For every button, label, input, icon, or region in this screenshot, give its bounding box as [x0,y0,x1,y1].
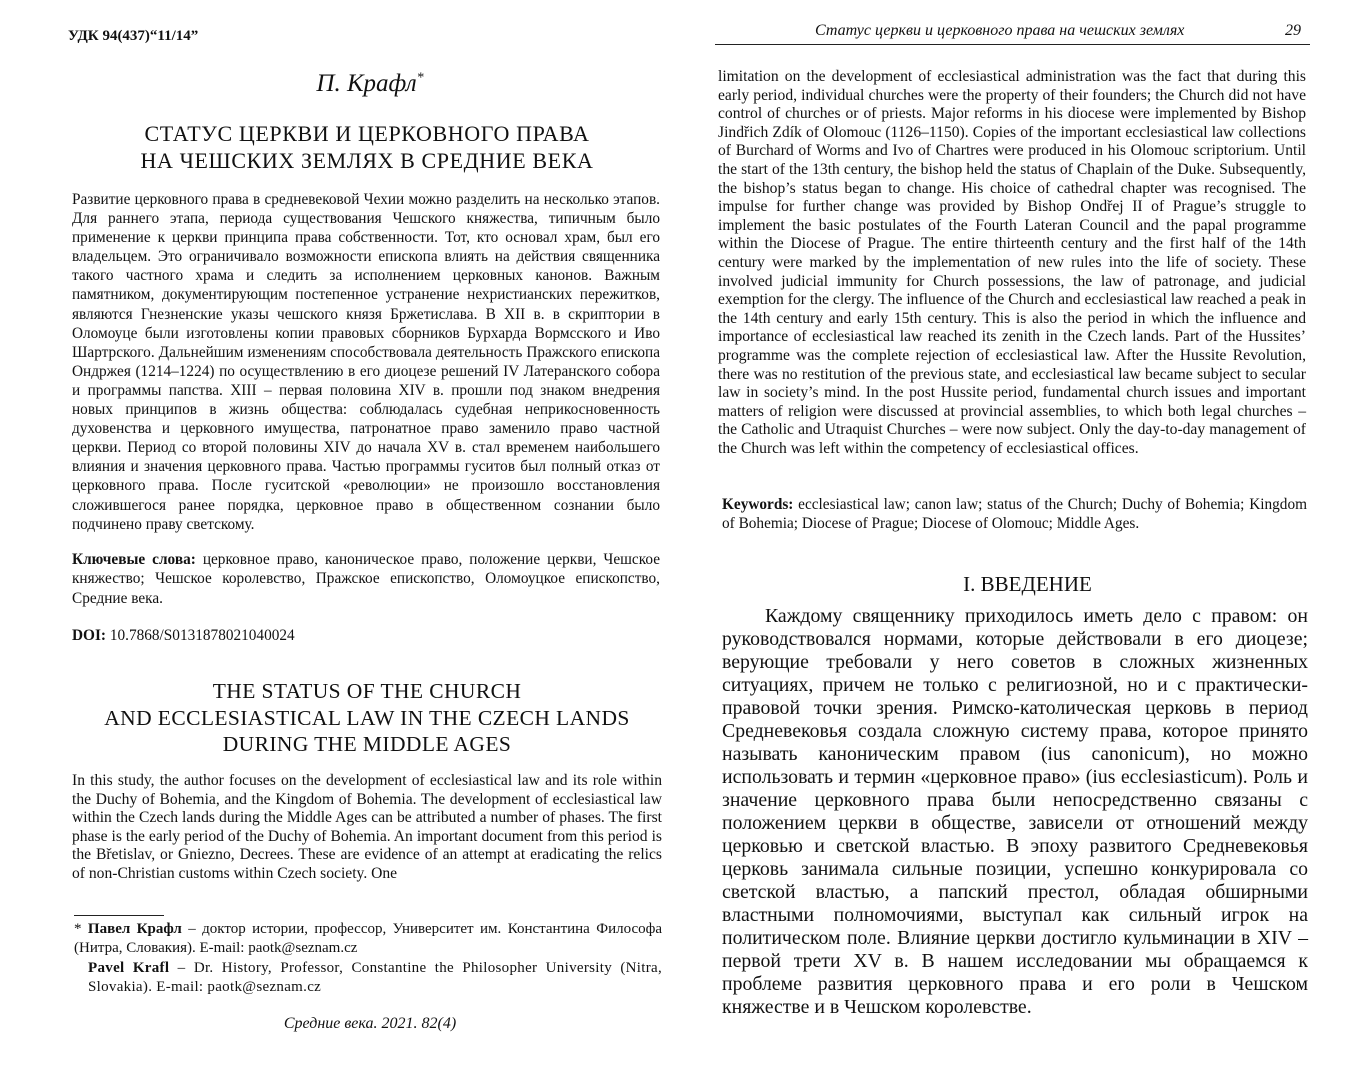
footnote-divider [74,915,164,916]
introduction-text: Каждому священнику приходилось иметь дело с правом: он руководствовался нормами, которые действовали в его диоцезе; верующие требовали у него советов в сложных жизненных ситуациях, причем не только с религиозной, но и с практически-правовой точки зрения. Римско-католическая церковь в период Средневековья создала сложную систему права, которое принято называть каноническим правом (ius canonicum), но можно использовать и термин «церковное право» (ius ecclesiasticum). Роль и значение церковного права были непосредственно связаны с положением церкви в обществе, зависели от отношений между церковью и светской властью. В эпоху развитого Средневековья церковь занимала сильные позиции, успешно конкурировала со светской властью, а папский престол, обладая обширными властными полномочиями, выступал как сильный игрок на политическом поле. Влияние церкви достигло кульминации в XIV – первой трети XV в. В нашем исследовании мы обращаемся к проблеме развития церковного права и его роли в Чешском княжестве и в Чешском королевстве. [722,605,1308,1018]
title-ru-line: СТАТУС ЦЕРКВИ И ЦЕРКОВНОГО ПРАВА [144,121,590,146]
doi-label: DOI: [72,627,106,644]
keywords-en [722,495,1307,533]
keywords-ru [72,550,660,608]
keywords-ru-label: Ключевые слова: [72,551,196,568]
section-heading: I. ВВЕДЕНИЕ [963,572,1092,596]
keywords-en-text: ecclesiastical law; canon law; status of the Church; Duchy of Bohemia; Kingdom of Bohemia; Diocese of Prague; Diocese of Olomouc; Middle Ages. [722,496,1307,532]
title-en-line: AND ECCLESIASTICAL LAW IN THE CZECH LANDS [104,705,630,730]
author-footnote-mark: * [416,70,424,86]
footnote-ru-name: Павел Крафл [87,921,182,937]
keywords-ru-text: церковное право, каноническое право, положение церкви, Чешское княжество; Чешское королевство, Пражское епископство, Оломоуцкое епископство, Средние века. [72,551,660,607]
right-page [685,0,1370,1080]
footnote [74,920,662,997]
title-en-line: DURING THE MIDDLE AGES [222,732,512,756]
title-en-line: THE STATUS OF THE CHURCH [212,679,522,703]
keywords-en-label: Keywords: [722,496,794,513]
introduction-paragraph [722,605,1308,1019]
author-name [0,70,740,98]
page-number: 29 [1285,22,1301,39]
article-title-en [72,678,662,758]
footnote-en-text: – Dr. History, Professor, Constantine the Philosopher University (Nitra, Slovakia). E-mail: paotk@seznam.cz [88,959,662,995]
abstract-ru: Развитие церковного права в средневековой Чехии можно разделить на несколько этапов. Для раннего этапа, периода существования Чешского княжества, типичным было применение к церкви принципа права собственности. Тот, кто основал храм, был его владельцем. Это ограничивало возможности епископа влиять на действия священника такого частного храма и следить за исполнением церковных канонов. Важным памятником, документирующим постепенное устранение нехристианских пережитков, являются Гнезненские указы чешского князя Бржетислава. В XII в. в скриптории в Оломоуце были изготовлены копии правовых сборников Бурхарда Вормсского и Иво Шартрского. Дальнейшим изменениям способствовала деятельность Пражского епископа Ондржея (1214–1224) по осуществлению в его диоцезе решений IV Латеранского собора и программы папства. XIII – первая половина XIV в. прошли под знаком внедрения новых принципов в жизнь общества: соблюдалась судебная неприкосновенность духовенства и церковного имущества, патронатное право заменило право частной церкви. Период со второй половины XIV до начала XV в. стал временем наибольшего влияния и значения церковного права. Частью программы гуситов был полный отказ от церковного права. После гуситской «революции» не произошло восстановления сложившегося ранее порядка, церковное право в общественном сознании было подчинено праву светскому. [72,191,660,533]
abstract-en-continued: limitation on the development of ecclesiastical administration was the fact that during this early period, individual churches were the property of their founders; the Church did not have control of churches or of priests. Major reforms in his diocese were implemented by Bishop Jindřich Zdík of Olomouc (1126–1150). Copies of the important ecclesiastical law collections of Burchard of Worms and Ivo of Chartres were produced in his Olomouc scriptorium. Until the start of the 13th century, the bishop held the status of Chaplain of the Duke. Subsequently, the bishop’s status began to change. His choice of cathedral chapter was recognised. The impulse for further change was provided by Bishop Ondřej II of Prague’s struggle to implement the basic postulates of the Fourth Lateran Council and the papal programme within the Diocese of Prague. The entire thirteenth century and the first half of the 14th century were marked by the implementation of new rules into the life of society. These involved judicial immunity for Church possessions, the law of patronage, and judicial exemption for the clergy. The influence of the Church and ecclesiastical law reached a peak in the 14th century and early 15th century. This is also the period in which the influence and importance of ecclesiastical law reached its zenith in the Czech lands. Part of the Hussites’ programme was the complete rejection of ecclesiastical law. After the Hussite Revolution, there was no restitution of the previous state, and ecclesiastical law became subject to secular law in society’s mind. In the post Hussite period, fundamental church issues and important matters of religion were discussed at provincial assemblies, to which both legal churches – the Catholic and Utraquist Churches – were now subject. Only the day-to-day management of the Church was left within the competency of ecclesiastical offices. [718,68,1306,457]
footnote-ru [74,920,662,959]
author-text: П. Крафл [316,70,417,97]
header-rule [715,44,1310,45]
doi [72,626,660,645]
udk-code: УДК 94(437)“11/14” [68,28,199,44]
article-title-ru [72,120,662,174]
doi-value: 10.7868/S0131878021040024 [109,627,295,644]
running-head: Статус церкви и церковного права на чешских землях [815,22,1185,39]
title-ru-line: НА ЧЕШСКИХ ЗЕМЛЯХ В СРЕДНИЕ ВЕКА [140,148,594,173]
journal-footer: Средние века. 2021. 82(4) [283,1015,457,1032]
footnote-ru-mark: * [74,921,82,937]
footnote-ru-text: – доктор истории, профессор, Университет им. Константина Философа (Нитра, Словакия). E-mail: paotk@seznam.cz [74,921,663,957]
footnote-en-name: Pavel Krafl [88,959,170,976]
footnote-en [74,959,662,998]
abstract-en-start: In this study, the author focuses on the development of ecclesiastical law and its role within the Duchy of Bohemia, and the Kingdom of Bohemia. The development of ecclesiastical law within the Czech lands during the Middle Ages can be attributed a number of phases. The first phase is the early period of the Duchy of Bohemia. An important document from this period is the Břetislav, or Gniezno, Decrees. These are evidence of an attempt at eradicating the relics of non-Christian customs within Czech society. One [72,772,662,882]
